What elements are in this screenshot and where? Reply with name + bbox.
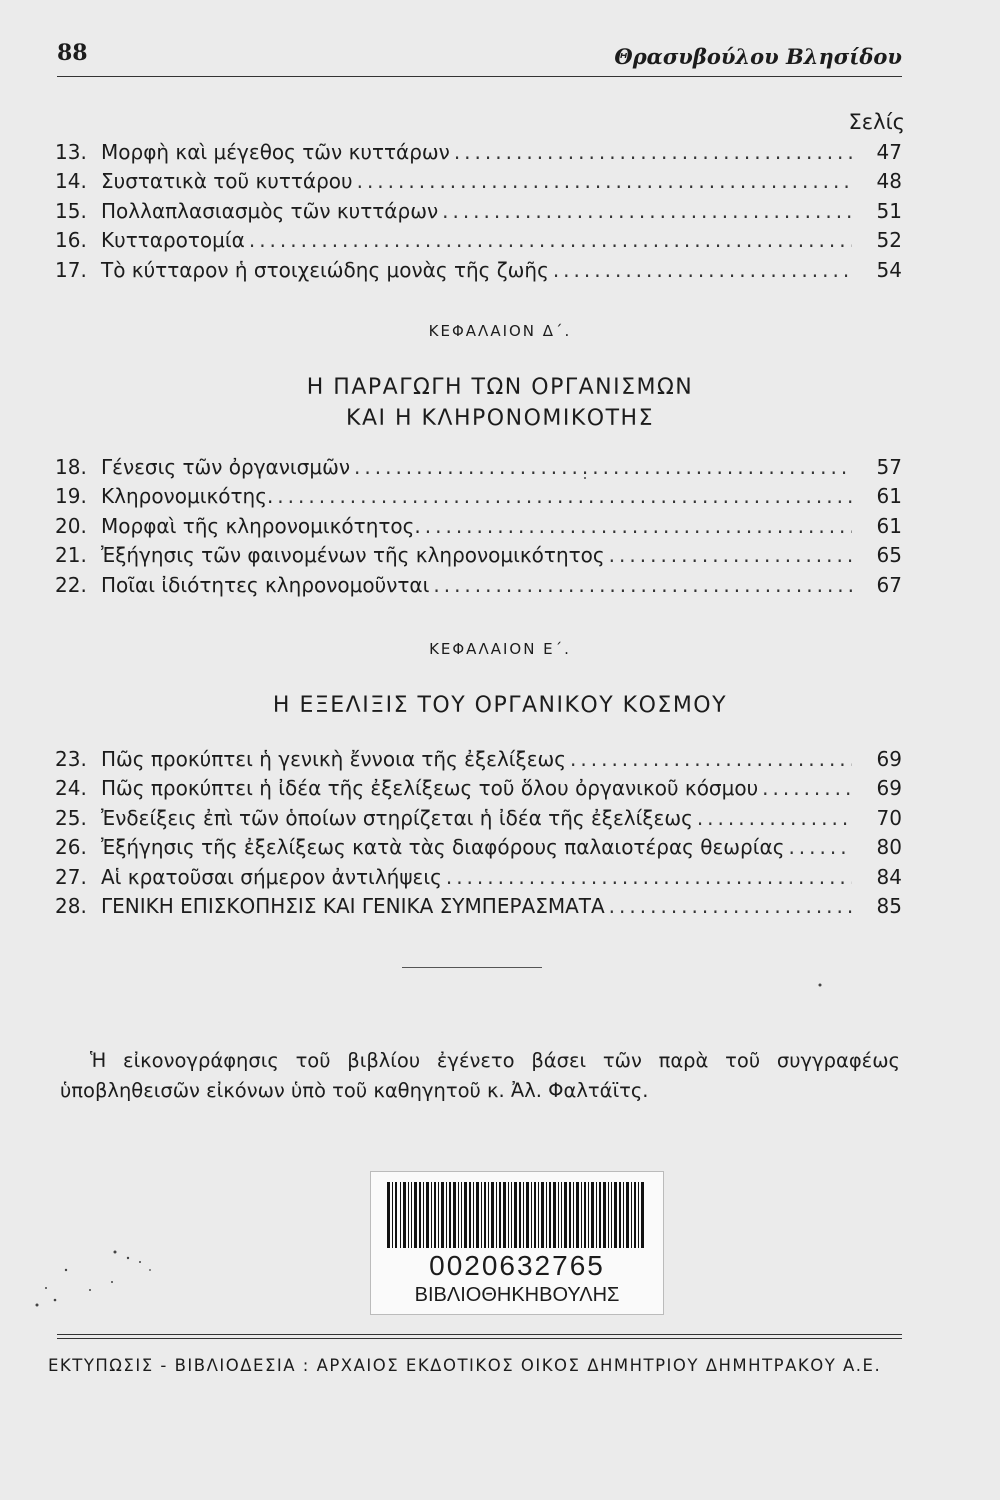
dot-leader xyxy=(442,197,852,226)
toc-entry-number: 20. xyxy=(55,513,87,538)
toc-entry-title: Γένεσις τῶν ὀργανισμῶν xyxy=(101,455,351,479)
toc-entry-page: 85 xyxy=(876,893,902,918)
dot-leader xyxy=(425,512,852,541)
toc-entry-number: 24. xyxy=(55,776,87,801)
page-number: 88 xyxy=(57,40,88,66)
toc-entry-page: 52 xyxy=(876,228,902,253)
toc-entry-title: Αἱ κρατοῦσαι σήμερον ἀντιλήψεις xyxy=(101,864,442,889)
chapter-e-title: Η ΕΞΕΛΙΞΙΣ ΤΟΥ ΟΡΓΑΝΙΚΟΥ ΚΟΣΜΟΥ xyxy=(272,693,728,718)
toc-entry xyxy=(55,745,902,774)
toc-entry-title: Μορφαὶ τῆς κληρονομικότητος. xyxy=(101,513,421,538)
chapter-e-label: ΚΕΦΑΛΑΙΟΝ Ε΄. xyxy=(429,640,571,658)
toc-entry-page: 80 xyxy=(876,835,902,860)
chapter-e-list xyxy=(55,745,902,921)
footer-rule-bottom xyxy=(57,1338,902,1339)
toc-entry xyxy=(55,863,902,892)
dot-leader xyxy=(277,482,852,511)
toc-entry-title: Μορφὴ καὶ μέγεθος τῶν κυττάρων xyxy=(101,140,450,164)
toc-entry-title: Ἐξήγησις τῆς ἐξελίξεως κατὰ τὰς διαφόρους παλαιοτέρας θεωρίας xyxy=(101,835,785,860)
dot-leader xyxy=(433,571,852,600)
toc-entry-page: 48 xyxy=(876,169,902,194)
dot-leader xyxy=(454,138,852,167)
dot-leader xyxy=(249,226,852,255)
toc-entry xyxy=(55,167,902,196)
footer-rule-top xyxy=(57,1334,902,1335)
toc-entry-number: 26. xyxy=(55,835,87,860)
toc-entry-title: Ποῖαι ἰδιότητες κληρονομοῦνται xyxy=(101,572,430,597)
barcode-number: 0020632765 xyxy=(429,1250,605,1281)
section-separator xyxy=(402,967,542,968)
printer-imprint: ΕΚΤΥΠΩΣΙΣ - ΒΙΒΛΙΟΔΕΣΙΑ : ΑΡΧΑΙΟΣ ΕΚΔΟΤΙΚΟΣ ΟΙΚΟΣ ΔΗΜΗΤΡΙΟΥ ΔΗΜΗΤΡΑΚΟΥ Α.Ε. xyxy=(48,1356,882,1375)
dot-leader xyxy=(354,453,852,482)
toc-entry xyxy=(55,256,902,285)
dot-leader xyxy=(609,541,852,570)
toc-entry-page: 51 xyxy=(876,198,902,223)
toc-entry xyxy=(55,571,902,600)
toc-entry-page: 57 xyxy=(876,455,902,479)
toc-entry-title: Κληρονομικότης. xyxy=(101,484,274,509)
toc-section-cell xyxy=(55,138,902,285)
toc-entry-title: Κυτταροτομία xyxy=(101,228,245,253)
toc-entry xyxy=(55,482,902,511)
toc-entry-number: 16. xyxy=(55,228,87,253)
toc-entry-number: 22. xyxy=(55,572,87,597)
toc-entry xyxy=(55,197,902,226)
toc-entry xyxy=(55,774,902,803)
toc-entry-title: Πολλαπλασιασμὸς τῶν κυττάρων xyxy=(101,198,439,223)
chapter-d-title-line2: ΚΑΙ Η ΚΛΗΡΟΝΟΜΙΚΟΤΗΣ xyxy=(346,406,654,431)
toc-entry-page: 70 xyxy=(876,805,902,830)
toc-entry-number: 15. xyxy=(55,198,87,223)
toc-entry-title: Πῶς προκύπτει ἡ ἰδέα τῆς ἐξελίξεως τοῦ ὅλου ὀργανικοῦ κόσμου xyxy=(101,776,759,801)
barcode-icon xyxy=(387,1182,645,1248)
toc-entry-title: Συστατικὰ τοῦ κυττάρου xyxy=(101,169,353,194)
toc-entry-page: 65 xyxy=(876,543,902,568)
toc-entry xyxy=(55,226,902,255)
library-barcode-label xyxy=(370,1171,664,1315)
running-title: Θρασυβούλου Βλησίδου xyxy=(614,44,902,69)
toc-entry-number: 14. xyxy=(55,169,87,194)
dot-leader xyxy=(609,892,852,921)
toc-entry-number: 19. xyxy=(55,484,87,509)
barcode-library-name: ΒΙΒΛΙΟΘΗΚΗΒΟΥΛΗΣ xyxy=(414,1284,620,1306)
toc-entry xyxy=(55,804,902,833)
chapter-d-title-line1: Η ΠΑΡΑΓΩΓΗ ΤΩΝ ΟΡΓΑΝΙΣΜΩΝ xyxy=(306,375,694,400)
dot-leader xyxy=(446,863,852,892)
dot-leader xyxy=(357,167,852,196)
toc-entry-title: ΓΕΝΙΚΗ ΕΠΙΣΚΟΠΗΣΙΣ ΚΑΙ ΓΕΝΙΚΑ ΣΥΜΠΕΡΑΣΜΑΤΑ xyxy=(101,893,605,918)
toc-entry-number: 18. xyxy=(55,455,87,479)
dot-leader xyxy=(570,745,852,774)
toc-entry xyxy=(55,138,902,167)
toc-entry-title: Ἐνδείξεις ἐπὶ τῶν ὁποίων στηρίζεται ἡ ἰδέα τῆς ἐξελίξεως xyxy=(101,805,693,830)
toc-entry-page: 67 xyxy=(876,572,902,597)
dot-leader xyxy=(553,256,852,285)
toc-entry xyxy=(55,453,902,482)
toc-entry-page: 54 xyxy=(876,257,902,282)
chapter-d-label: ΚΕΦΑΛΑΙΟΝ Δ΄. xyxy=(428,322,572,340)
toc-entry-title: Τὸ κύτταρον ἡ στοιχειώδης μονὰς τῆς ζωῆς xyxy=(101,257,549,282)
toc-entry xyxy=(55,541,902,570)
dot-leader xyxy=(697,804,852,833)
chapter-d-list xyxy=(55,453,902,600)
toc-entry-number: 23. xyxy=(55,747,87,771)
toc-entry-number: 13. xyxy=(55,140,87,164)
toc-entry-page: 47 xyxy=(876,140,902,164)
toc-entry-title: Πῶς προκύπτει ἡ γενικὴ ἔννοια τῆς ἐξελίξεως xyxy=(101,747,567,771)
toc-entry-page: 61 xyxy=(876,513,902,538)
dot-leader xyxy=(762,774,852,803)
dot-leader xyxy=(788,833,852,862)
toc-entry-number: 27. xyxy=(55,864,87,889)
toc-entry-page: 69 xyxy=(876,776,902,801)
toc-entry xyxy=(55,833,902,862)
toc-entry-page: 84 xyxy=(876,864,902,889)
toc-entry-page: 69 xyxy=(876,747,902,771)
toc-entry-title: Ἐξήγησις τῶν φαινομένων τῆς κληρονομικότητος xyxy=(101,543,605,568)
toc-entry-number: 25. xyxy=(55,805,87,830)
toc-entry-page: 61 xyxy=(876,484,902,509)
toc-entry xyxy=(55,512,902,541)
toc-entry-number: 17. xyxy=(55,257,87,282)
illustration-note: Ἡ εἰκονογράφησις τοῦ βιβλίου ἐγένετο βάσει τῶν παρὰ τοῦ συγγραφέως ὑποβληθεισῶν εἰκόνων ὑπὸ τοῦ καθηγητοῦ κ. Ἀλ. Φαλτάϊτς. xyxy=(60,1049,900,1102)
toc-entry xyxy=(55,892,902,921)
header-rule xyxy=(57,76,902,77)
toc-entry-number: 28. xyxy=(55,893,87,918)
pages-column-label: Σελίς xyxy=(848,110,905,134)
toc-entry-number: 21. xyxy=(55,543,87,568)
